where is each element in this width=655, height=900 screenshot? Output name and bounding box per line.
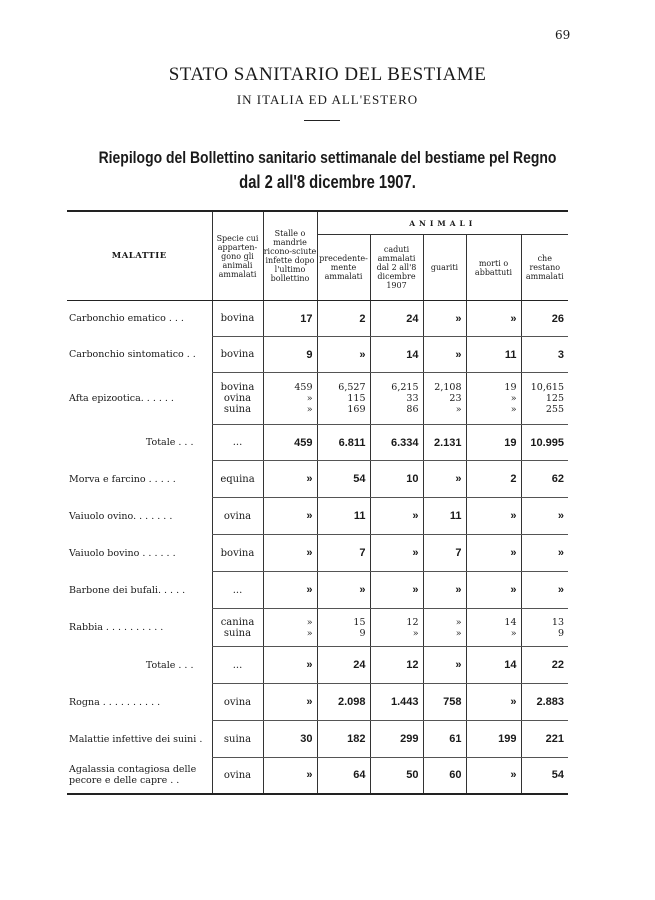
morti-cell: 19 » » [466,373,521,425]
precedente-cell: 182 [317,721,370,758]
morti-cell: 11 [466,337,521,373]
caduti-cell: 6,215 33 86 [370,373,423,425]
caduti-cell: » [370,535,423,572]
guariti-cell: 7 [423,535,466,572]
header-specie: Specie cui apparten-gono gli animali ammalati [212,211,263,301]
header-malattie: MALATTIE [67,211,212,301]
table-row [67,609,568,647]
precedente-cell: » [317,337,370,373]
species-cell: ... [212,647,263,684]
restano-cell: 10.995 [521,425,568,461]
caduti-cell: 6.334 [370,425,423,461]
disease-name: Morva e farcino . . . . . [69,473,176,485]
restano-cell: » [521,535,568,572]
table-row [67,535,568,572]
morti-cell: 199 [466,721,521,758]
precedente-cell: 15 9 [317,609,370,647]
table-row [67,337,568,373]
stalle-cell: 17 [263,301,317,337]
caduti-cell: 12 [370,647,423,684]
restano-cell: 2.883 [521,684,568,721]
restano-cell: 13 9 [521,609,568,647]
guariti-cell: » [423,337,466,373]
morti-cell: 19 [466,425,521,461]
disease-name: Rabbia . . . . . . . . . . [69,622,164,633]
species-cell: ... [212,425,263,461]
stalle-cell: 9 [263,337,317,373]
morti-cell: » [466,301,521,337]
species-cell: ovina [212,684,263,721]
restano-cell: 221 [521,721,568,758]
stalle-cell: » [263,647,317,684]
guariti-cell: » [423,572,466,609]
guariti-cell: 60 [423,758,466,794]
header-morti: morti o abbattuti [466,235,521,301]
guariti-cell: 2.131 [423,425,466,461]
page-number: 69 [555,28,571,42]
caduti-cell: 10 [370,461,423,498]
stalle-cell: » [263,572,317,609]
species-cell: ovina [212,498,263,535]
stalle-cell: 459 [263,425,317,461]
disease-name: Barbone dei bufali. . . . . [69,584,186,596]
morti-cell: » [466,758,521,794]
table-row [67,373,568,425]
disease-name: Agalassia contagiosa delle pecore e delle capre . . [67,758,212,794]
guariti-cell: 758 [423,684,466,721]
restano-cell: 26 [521,301,568,337]
table-row [67,425,568,461]
stalle-cell: » [263,498,317,535]
caduti-cell: 299 [370,721,423,758]
precedente-cell: 7 [317,535,370,572]
heading-line-2: dal 2 all'8 dicembre 1907. [239,172,416,192]
table-row [67,647,568,684]
morti-cell: 14 [466,647,521,684]
species-cell: canina suina [212,609,263,647]
species-cell: bovina ovina suina [212,373,263,425]
precedente-cell: 6,527 115 169 [317,373,370,425]
table-row [67,721,568,758]
morti-cell: 2 [466,461,521,498]
header-caduti: caduti ammalati dal 2 all'8 dicembre 1907 [370,235,423,301]
page-title: STATO SANITARIO DEL BESTIAME [168,64,487,85]
precedente-cell: 2.098 [317,684,370,721]
section-heading [59,146,596,194]
guariti-cell: 11 [423,498,466,535]
disease-name: Vaiuolo bovino . . . . . . [69,547,176,559]
caduti-cell: 24 [370,301,423,337]
morti-cell: » [466,572,521,609]
restano-cell: 54 [521,758,568,794]
table-row [67,758,568,794]
stalle-cell: 30 [263,721,317,758]
restano-cell: » [521,572,568,609]
caduti-cell: 1.443 [370,684,423,721]
divider [304,120,340,121]
restano-cell: » [521,498,568,535]
caduti-cell: 50 [370,758,423,794]
header-precedente: precedente-mente ammalati [317,235,370,301]
caduti-cell: » [370,572,423,609]
species-cell: bovina [212,535,263,572]
guariti-cell: » [423,301,466,337]
precedente-cell: 11 [317,498,370,535]
page-subtitle: IN ITALIA ED ALL'ESTERO [236,92,419,107]
stalle-cell: » » [263,609,317,647]
precedente-cell: 24 [317,647,370,684]
precedente-cell: 64 [317,758,370,794]
heading-line-1: Riepilogo del Bollettino sanitario settimanale del bestiame pel Regno [98,148,557,167]
guariti-cell: 2,108 23 » [423,373,466,425]
stalle-cell: » [263,684,317,721]
disease-name: Vaiuolo ovino. . . . . . . [69,510,173,522]
guariti-cell: » [423,647,466,684]
species-cell: ... [212,572,263,609]
restano-cell: 62 [521,461,568,498]
stalle-cell: » [263,535,317,572]
table-row [67,498,568,535]
species-cell: bovina [212,301,263,337]
stalle-cell: » [263,461,317,498]
restano-cell: 10,615 125 255 [521,373,568,425]
disease-name: Malattie infettive dei suini . [69,733,203,745]
caduti-cell: » [370,498,423,535]
precedente-cell: » [317,572,370,609]
species-cell: bovina [212,337,263,373]
species-cell: ovina [212,758,263,794]
morti-cell: » [466,535,521,572]
caduti-cell: 12 » [370,609,423,647]
restano-cell: 3 [521,337,568,373]
stalle-cell: » [263,758,317,794]
stalle-cell: 459 » » [263,373,317,425]
table-row [67,684,568,721]
restano-cell: 22 [521,647,568,684]
disease-summary-table [67,210,568,795]
guariti-cell: » [423,461,466,498]
table-row [67,572,568,609]
header-stalle: Stalle o mandrie ricono-sciute infette dopo l'ultimo bollettino [263,211,317,301]
disease-name: Totale . . . [145,659,194,671]
disease-name: Rogna . . . . . . . . . . [69,696,161,708]
disease-name: Carbonchio sintomatico . . [69,349,196,360]
disease-name: Totale . . . [145,437,194,448]
caduti-cell: 14 [370,337,423,373]
precedente-cell: 2 [317,301,370,337]
precedente-cell: 6.811 [317,425,370,461]
morti-cell: 14 » [466,609,521,647]
guariti-cell: 61 [423,721,466,758]
species-cell: suina [212,721,263,758]
table-row [67,461,568,498]
morti-cell: » [466,498,521,535]
header-animali: ANIMALI [317,211,568,235]
species-cell: equina [212,461,263,498]
header-restano: che restano ammalati [521,235,568,301]
table-row [67,301,568,337]
guariti-cell: » » [423,609,466,647]
disease-name: Carbonchio ematico . . . [69,313,184,325]
header-guariti: guariti [423,235,466,301]
morti-cell: » [466,684,521,721]
precedente-cell: 54 [317,461,370,498]
disease-name: Afta epizootica. . . . . . [69,393,174,404]
